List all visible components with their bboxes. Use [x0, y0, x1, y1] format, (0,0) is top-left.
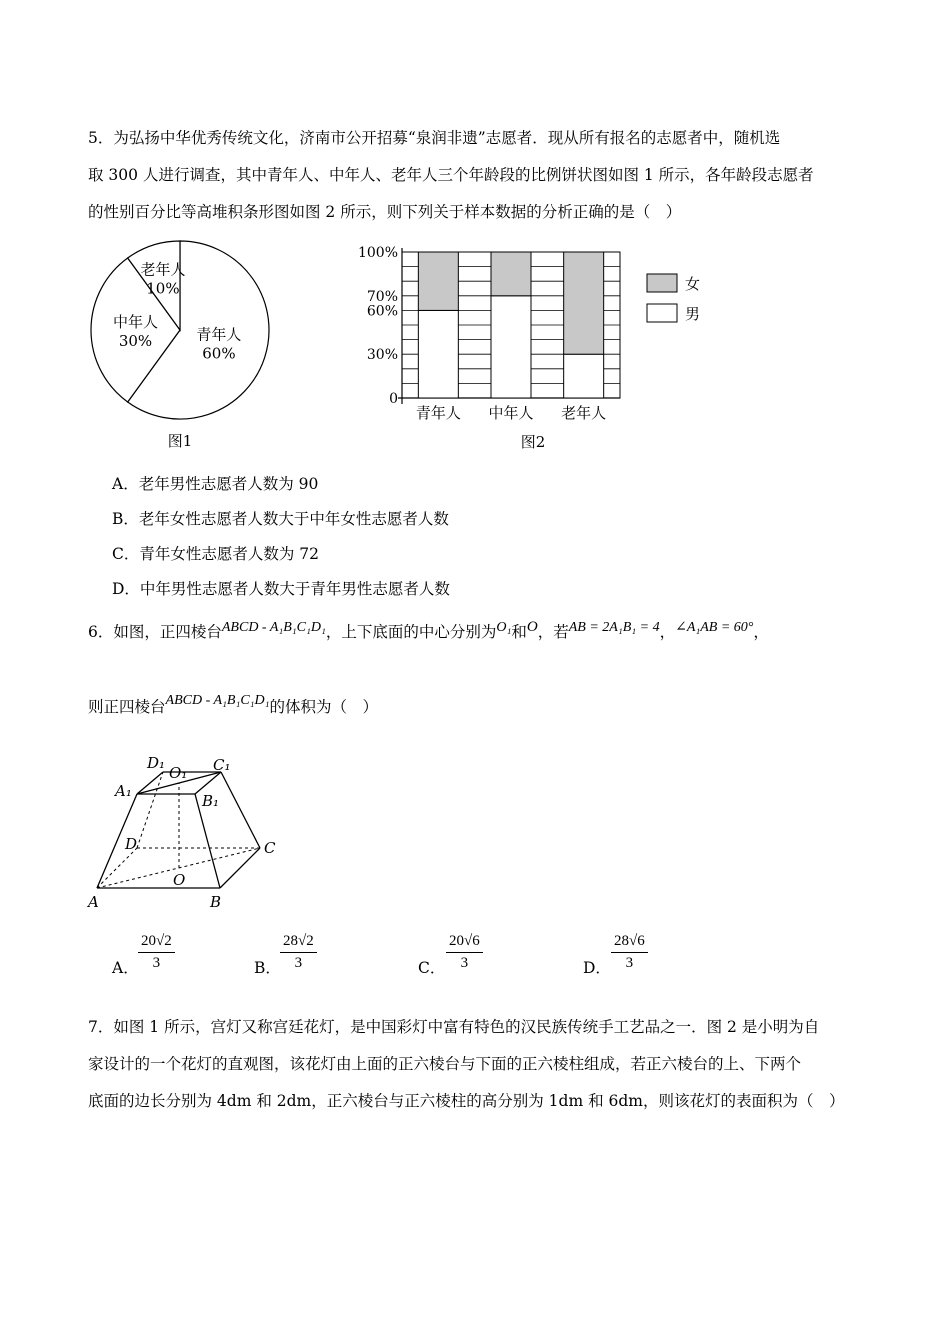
q6-text-3: ，若 — [537, 623, 569, 641]
q6-choice-b-letter[interactable]: B． — [254, 959, 281, 977]
q6-choice-c-fraction[interactable] — [446, 933, 483, 972]
q5-option-c[interactable]: C．青年女性志愿者人数为 72 — [112, 545, 320, 563]
q6-text-1: 6．如图，正四棱台 — [88, 623, 222, 641]
q6-and: 和 — [511, 623, 527, 641]
q6-choice-b-den: 3 — [294, 955, 303, 971]
q5-option-a[interactable]: A．老年男性志愿者人数为 90 — [112, 475, 319, 493]
pie-percent-3: 10% — [146, 279, 180, 298]
pie-chart-figure-1 — [80, 230, 280, 460]
edge-bc — [220, 848, 260, 888]
q5-option-b[interactable]: B．老年女性志愿者人数大于中年女性志愿者人数 — [112, 510, 449, 528]
label-a1: A₁ — [115, 782, 132, 800]
q6-condition-1: AB = 2A₁B₁ = 4 — [568, 620, 660, 635]
bar-male-2 — [491, 296, 531, 398]
pie-percent-2: 30% — [118, 332, 153, 350]
q6-condition-2: ∠A₁AB = 60° — [675, 620, 754, 635]
bar-ytick-4: 70% — [366, 288, 398, 305]
q6-text-2: ，上下底面的中心分别为 — [325, 623, 497, 641]
label-c: C — [264, 839, 276, 857]
label-c1: C₁ — [213, 756, 231, 774]
legend-label-1: 女 — [685, 275, 701, 293]
q6-center-o1: O₁ — [496, 620, 512, 635]
q6-choice-b-fraction[interactable] — [280, 933, 317, 972]
q6-choice-d-den: 3 — [625, 955, 634, 971]
bar-category-label-1: 青年人 — [415, 404, 461, 422]
bar-ytick-1: 0 — [389, 391, 398, 407]
q6-choice-a-letter[interactable]: A． — [112, 959, 139, 977]
q6-choice-a-num: 20√2 — [138, 933, 175, 953]
q6-center-o: O — [526, 619, 538, 635]
label-a: A — [88, 893, 99, 911]
bar-ytick-3: 60% — [366, 303, 398, 320]
bar-category-label-3: 老年人 — [561, 404, 607, 422]
pie-percent-1: 60% — [202, 344, 236, 363]
q7-line-2: 家设计的一个花灯的直观图，该花灯由上面的正六棱台与下面的正六棱柱组成，若正六棱台的上、下两个 — [88, 1055, 802, 1073]
q6-frustum-name-2: ABCD - A₁B₁C₁D₁ — [165, 693, 270, 708]
label-o: O — [173, 871, 186, 889]
q6-choice-a-fraction[interactable] — [138, 933, 175, 972]
label-d: D — [125, 835, 138, 853]
legend-label-2: 男 — [685, 305, 701, 323]
bar-female-1 — [418, 252, 458, 310]
edge-cc1 — [221, 772, 260, 848]
q6-choice-a-den: 3 — [152, 955, 161, 971]
label-b: B — [210, 893, 222, 911]
pie-caption: 图1 — [167, 432, 193, 450]
q6-choice-d-fraction[interactable] — [611, 933, 648, 972]
pie-label-2: 中年人 — [112, 313, 159, 331]
q5-option-d[interactable]: D．中年男性志愿者人数大于青年男性志愿者人数 — [112, 580, 450, 598]
q7-line-3: 底面的边长分别为 4dm 和 2dm，正六棱台与正六棱柱的高分别为 1dm 和 6dm，则该花灯的表面积为（ ） — [88, 1092, 845, 1110]
q6-choice-d-num: 28√6 — [611, 933, 648, 953]
label-d1: D₁ — [147, 754, 166, 772]
q6-choice-c-num: 20√6 — [446, 933, 483, 953]
legend-swatch-2 — [647, 304, 677, 322]
q6-line-2 — [88, 693, 379, 719]
q6-frustum-name: ABCD - A₁B₁C₁D₁ — [221, 620, 326, 635]
pie-label-3: 老年人 — [140, 260, 186, 279]
q6-line-1 — [88, 619, 769, 644]
label-o1: O₁ — [169, 764, 188, 782]
q6-text-4: ， — [753, 623, 769, 641]
bar-caption: 图2 — [520, 433, 546, 451]
bar-ytick-5: 100% — [357, 245, 398, 261]
q5-line-3: 的性别百分比等高堆积条形图如图 2 所示，则下列关于样本数据的分析正确的是（ ） — [88, 203, 682, 221]
q6-sep: ， — [659, 623, 676, 641]
bar-female-2 — [491, 252, 531, 296]
q6-choice-d-letter[interactable]: D． — [583, 959, 611, 977]
stacked-bar-figure-2 — [350, 236, 720, 456]
edge-ad-hidden — [97, 848, 137, 888]
bar-male-3 — [564, 354, 604, 398]
q5-line-2: 取 300 人进行调查，其中青年人、中年人、老年人三个年龄段的比例饼状图如图 1 所示，各年龄段志愿者 — [88, 166, 814, 184]
q6-choice-b-num: 28√2 — [280, 933, 317, 953]
q6-choice-c-den: 3 — [460, 955, 469, 971]
legend-swatch-1 — [647, 274, 677, 292]
pie-label-1: 青年人 — [196, 325, 242, 344]
bar-ytick-2: 30% — [366, 347, 398, 364]
q6-line-2-end: 的体积为（ ） — [269, 698, 379, 716]
q7-line-1: 7．如图 1 所示，宫灯又称宫廷花灯，是中国彩灯中富有特色的汉民族传统手工艺品之一．图 2 是小明为自 — [88, 1018, 820, 1036]
q5-line-1: 5．为弘扬中华优秀传统文化，济南市公开招募“泉润非遗”志愿者．现从所有报名的志愿者中，随机选 — [88, 129, 781, 147]
bar-male-1 — [418, 310, 458, 398]
bar-category-label-2: 中年人 — [488, 404, 534, 422]
label-b1: B₁ — [202, 792, 220, 810]
q6-choice-c-letter[interactable]: C． — [418, 959, 446, 977]
bar-female-3 — [564, 252, 604, 354]
frustum-figure — [85, 748, 285, 918]
q6-line-2-start: 则正四棱台 — [88, 698, 166, 716]
